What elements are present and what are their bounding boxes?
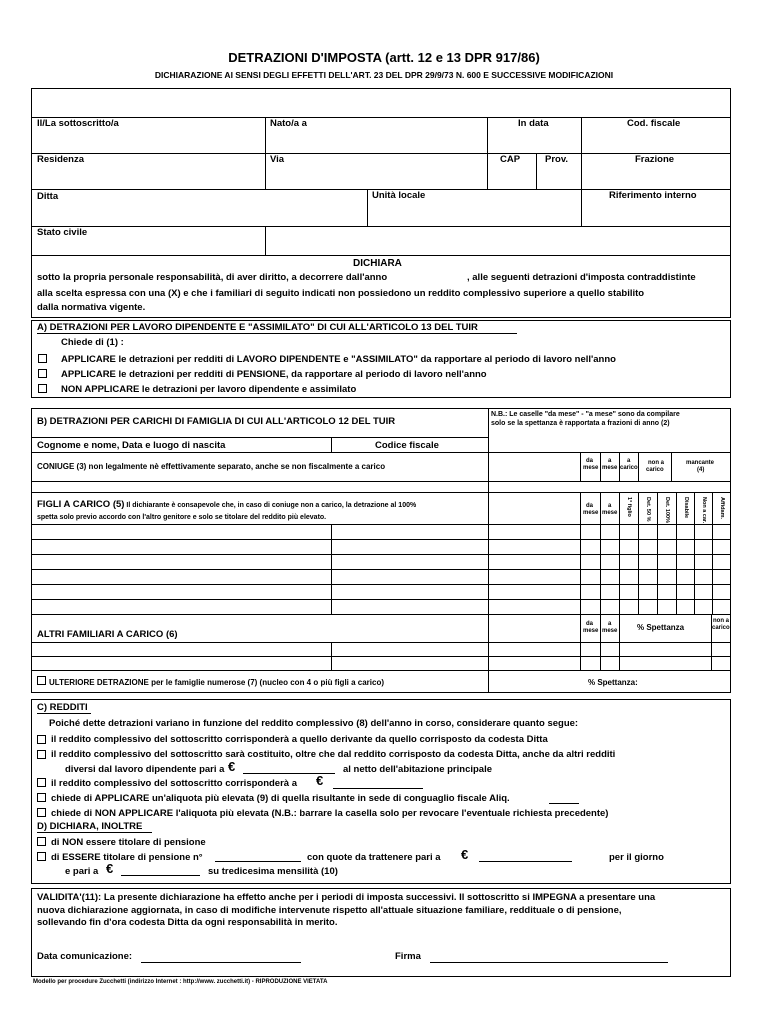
d-pensione-number-line[interactable] xyxy=(215,861,301,862)
d-quote-label: con quote da trattenere pari a xyxy=(307,852,441,863)
figli-title: FIGLI A CARICO (5) Il dichiarante è consapevole che, in caso di coniuge non a carico, la detrazione al 100% xyxy=(37,499,417,510)
d-tredicesima-pari: e pari a xyxy=(65,866,99,877)
c-r2c-label: al netto dell'abitazione principale xyxy=(343,764,493,775)
col-non-a-car: Non a car. xyxy=(701,497,707,524)
coniuge-a: a xyxy=(608,458,612,464)
altri-non-a: non a xyxy=(713,618,729,624)
figli-note2: spetta solo previo accordo con l'altro genitore e solo se titolare del reddito più elevato. xyxy=(37,514,327,521)
d-giorno-label: per il giorno xyxy=(609,852,664,863)
page-subtitle: DICHIARAZIONE AI SENSI DEGLI EFFETTI DELL'ART. 23 DEL DPR 29/9/73 N. 600 E SUCCESSIVE MODIFICAZIONI xyxy=(154,70,614,80)
section-c-intro: Poiché dette detrazioni variano in funzione del reddito complessivo (8) dell'anno in corso, considerare quanto segue: xyxy=(49,718,579,729)
section-b-title: B) DETRAZIONI PER CARICHI DI FAMIGLIA DI CUI ALL'ARTICOLO 12 DEL TUIR xyxy=(37,416,396,427)
altri-a-mese: mese xyxy=(602,628,618,634)
d-pensione-label: di ESSERE titolare di pensione n° xyxy=(51,852,203,863)
c-r3-euro: € xyxy=(316,773,324,788)
checkbox-d-non-pensione[interactable] xyxy=(37,837,46,846)
option-a-lavoro: APPLICARE le detrazioni per redditi di LAVORO DIPENDENTE e "ASSIMILATO" da rapportare al periodo di lavoro nell'anno xyxy=(61,354,616,365)
ulteriore-spettanza: % Spettanza: xyxy=(588,678,638,687)
coniuge-label: CONIUGE (3) non legalmente nè effettivamente separato, anche se non fiscalmente a carico xyxy=(37,462,386,471)
footer-modello: Modello per procedure Zucchetti (indirizzo Internet : http://www. zucchetti.it) - RIPRODUZIONE VIETATA xyxy=(33,979,328,985)
c-r4-aliq-line[interactable] xyxy=(549,803,579,804)
altri-row-1[interactable] xyxy=(31,642,488,656)
label-nato[interactable]: Nato/a a xyxy=(270,118,307,129)
d-tredicesima-label: su tredicesima mensilità (10) xyxy=(208,866,338,877)
checkbox-c-r4[interactable] xyxy=(37,793,46,802)
figli-row-2[interactable] xyxy=(31,539,488,554)
option-a-non-applicare: NON APPLICARE le detrazioni per lavoro dipendente e assimilato xyxy=(61,384,357,395)
section-d-title: D) DICHIARA, INOLTRE xyxy=(37,821,143,832)
checkbox-c-r2[interactable] xyxy=(37,750,46,759)
data-comunicazione-line[interactable] xyxy=(141,962,301,963)
dichiara-title: DICHIARA xyxy=(353,258,402,269)
coniuge-mancante: mancante xyxy=(686,460,715,466)
label-unita-locale[interactable]: Unità locale xyxy=(372,190,426,201)
label-cod-fiscale[interactable]: Cod. fiscale xyxy=(627,118,681,129)
validita-line2: nuova dichiarazione aggiornata, in caso di modifiche intervenute rispetto all'attuale situazione familiare, reddituale o di pensione, xyxy=(37,905,622,916)
altri-row-2[interactable] xyxy=(31,656,488,670)
checkbox-c-r5[interactable] xyxy=(37,808,46,817)
c-r4-label: chiede di APPLICARE un'aliquota più elevata (9) di quella risultante in sede di conguaglio fiscale Aliq. xyxy=(51,793,510,804)
figli-row-6[interactable] xyxy=(31,599,488,614)
label-frazione[interactable]: Frazione xyxy=(635,154,675,165)
d-non-pensione-label: di NON essere titolare di pensione xyxy=(51,837,206,848)
col-codice-fiscale: Codice fiscale xyxy=(375,440,439,451)
c-r3-label: il reddito complessivo del sottoscritto corrisponderà a xyxy=(51,778,297,789)
coniuge-non-a: non a xyxy=(648,460,664,466)
label-residenza[interactable]: Residenza xyxy=(37,154,84,165)
checkbox-c-r3[interactable] xyxy=(37,778,46,787)
altri-da: da xyxy=(586,621,594,627)
coniuge-da-mese: mese xyxy=(583,465,599,471)
page-title: DETRAZIONI D'IMPOSTA (artt. 12 e 13 DPR 917/86) xyxy=(228,50,540,65)
figli-row-5[interactable] xyxy=(31,584,488,599)
firma-line[interactable] xyxy=(430,962,668,963)
figli-row-4[interactable] xyxy=(31,569,488,584)
figli-da-mese: mese xyxy=(583,510,599,516)
section-b-nb2: solo se la spettanza è rapportata a frazioni di anno (2) xyxy=(491,420,670,427)
section-a-chiede: Chiede di (1) : xyxy=(61,337,124,348)
checkbox-a-lavoro[interactable] xyxy=(38,354,47,363)
altri-title: ALTRI FAMILIARI A CARICO (6) xyxy=(37,629,178,640)
firma-label: Firma xyxy=(395,951,421,962)
figli-a: a xyxy=(608,503,612,509)
section-a-title: A) DETRAZIONI PER LAVORO DIPENDENTE E "ASSIMILATO" DI CUI ALL'ARTICOLO 13 DEL TUIR xyxy=(37,322,478,333)
c-r2-label: il reddito complessivo del sottoscritto sarà costituito, oltre che dal reddito corrisposto da codesta Ditta, anche da altri redditi xyxy=(51,749,616,760)
altri-spettanza: % Spettanza xyxy=(637,623,685,632)
figli-row-1[interactable] xyxy=(31,524,488,539)
option-a-pensione: APPLICARE le detrazioni per redditi di PENSIONE, da rapportare al periodo di lavoro nell'anno xyxy=(61,369,487,380)
label-via[interactable]: Via xyxy=(270,154,285,165)
checkbox-c-r1[interactable] xyxy=(37,735,46,744)
header-box xyxy=(31,88,731,256)
col-nome: Cognome e nome, Data e luogo di nascita xyxy=(37,440,226,451)
c-r2-euro: € xyxy=(228,759,236,774)
dichiara-line3: dalla normativa vigente. xyxy=(37,302,146,313)
coniuge-a-mese: mese xyxy=(602,465,618,471)
data-comunicazione-label: Data comunicazione: xyxy=(37,951,133,962)
altri-non-a-carico: carico xyxy=(712,625,730,631)
altri-da-mese: mese xyxy=(583,628,599,634)
validita-line1: VALIDITA'(11): La presente dichiarazione ha effetto anche per i periodi di imposta successivi. Il sottoscritto si IMPEGNA a presentare una xyxy=(37,892,656,903)
figli-a-mese: mese xyxy=(602,510,618,516)
col-affidam: Affidam. xyxy=(719,497,725,519)
c-r5-label: chiede di NON APPLICARE l'aliquota più elevata (N.B.: barrare la casella solo per revocare l'eventuale richiesta precedente) xyxy=(51,808,609,819)
label-cap[interactable]: CAP xyxy=(500,154,521,165)
col-det-100: Det. 100% xyxy=(664,497,670,523)
dichiara-line1b: , alle seguenti detrazioni d'imposta contraddistinte xyxy=(467,272,696,283)
altri-a: a xyxy=(608,621,612,627)
coniuge-carico: carico xyxy=(620,465,638,471)
d-quote-euro: € xyxy=(461,847,469,862)
dichiara-line2: alla scelta espressa con una (X) e che i familiari di seguito indicati non possiedono un reddito complessivo superiore a quello stabilito xyxy=(37,288,645,299)
figli-row-3[interactable] xyxy=(31,554,488,569)
col-disabile: Disabile xyxy=(683,497,689,519)
coniuge-da: da xyxy=(586,458,594,464)
d-tredicesima-amount-line[interactable] xyxy=(121,875,200,876)
coniuge-a-carico: a xyxy=(627,458,631,464)
col-det-50: Det. 50 % xyxy=(645,497,651,522)
section-c-title: C) REDDITI xyxy=(37,702,88,713)
checkbox-a-non-applicare[interactable] xyxy=(38,384,47,393)
ulteriore-label: ULTERIORE DETRAZIONE per le famiglie numerose (7) (nucleo con 4 o più figli a carico) xyxy=(49,678,385,687)
c-r1-label: il reddito complessivo del sottoscritto corrisponderà a quello derivante da quello corrisposto da codesta Ditta xyxy=(51,734,548,745)
checkbox-ulteriore[interactable] xyxy=(37,676,46,685)
label-prov[interactable]: Prov. xyxy=(545,154,569,165)
label-stato-civile[interactable]: Stato civile xyxy=(37,227,88,238)
coniuge-mancante-note: (4) xyxy=(697,467,705,473)
checkbox-d-pensione[interactable] xyxy=(37,852,46,861)
d-tredicesima-euro: € xyxy=(106,861,114,876)
d-quote-amount-line[interactable] xyxy=(479,861,572,862)
label-sottoscritto[interactable]: Il/La sottoscritto/a xyxy=(37,118,119,129)
col-1-figlio: 1° figlio xyxy=(626,497,632,517)
label-riferimento[interactable]: Riferimento interno xyxy=(609,190,697,201)
validita-line3: sollevando fin d'ora codesta Ditta da ogni responsabilità in merito. xyxy=(37,917,338,928)
dichiara-line1a: sotto la propria personale responsabilità, di aver diritto, a decorrere dall'anno xyxy=(37,272,388,283)
section-b-nb1: N.B.: Le caselle "da mese" - "a mese" sono da compilare xyxy=(491,411,680,418)
label-in-data[interactable]: In data xyxy=(518,118,549,129)
label-ditta[interactable]: Ditta xyxy=(37,191,59,202)
c-r3-amount-line[interactable] xyxy=(333,788,423,789)
c-r2b-label: diversi dal lavoro dipendente pari a xyxy=(65,764,225,775)
checkbox-a-pensione[interactable] xyxy=(38,369,47,378)
coniuge-non-a-carico: carico xyxy=(646,467,664,473)
figli-da: da xyxy=(586,503,594,509)
